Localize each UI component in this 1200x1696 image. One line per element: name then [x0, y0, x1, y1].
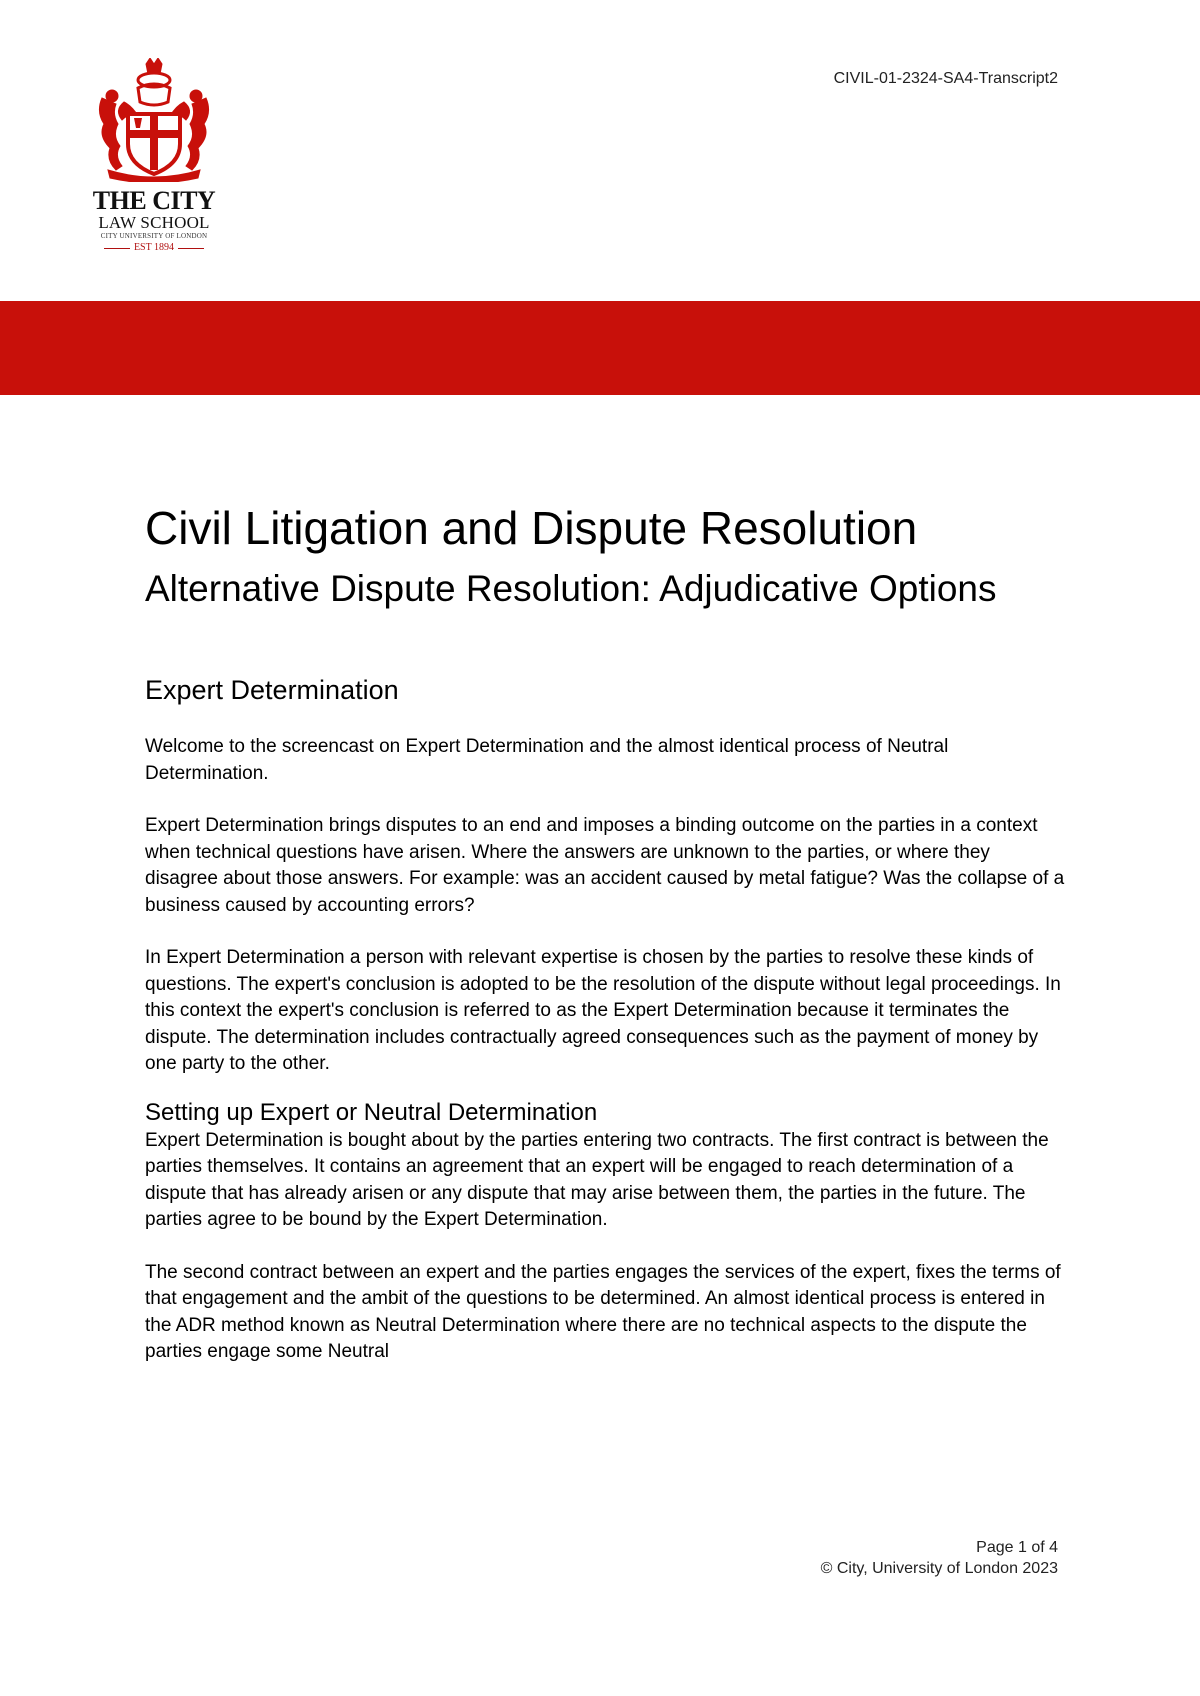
logo-line-university: CITY UNIVERSITY OF LONDON: [100, 232, 208, 240]
paragraph-5: The second contract between an expert and the parties engages the services of the expert, fixes the terms of that engagement and the ambit of the questions to be determined. An almost identical process is entered in the ADR method known as Neutral Determination where there are no technical aspects to the dispute the parties engage some Neutral: [145, 1261, 1061, 1362]
document-title: Civil Litigation and Dispute Resolution: [145, 502, 918, 554]
paragraph-3: In Expert Determination a person with relevant expertise is chosen by the parties to resolve these kinds of questions. The expert's conclusion is adopted to be the resolution of the dispute without legal proceedings. In this context the expert's conclusion is referred to as the Expert Determination because it terminates the dispute. The determination includes contractually agreed consequences such as the payment of money by one party to the other.: [145, 947, 1061, 1074]
paragraph-4: Expert Determination is bought about by the parties entering two contracts. The first contract is between the parties themselves. It contains an agreement that an expert will be engaged to reach determination of a dispute that has already arisen or any dispute that may arise between them, the parties in the future. The parties agree to be bound by the Expert Determination.: [145, 1129, 1049, 1230]
section-heading-setting-up: Setting up Expert or Neutral Determination: [145, 1098, 598, 1126]
logo-est-text: EST 1894: [133, 242, 175, 253]
city-law-school-logo: [86, 58, 222, 258]
paragraph-1: Welcome to the screencast on Expert Determination and the almost identical process of Neutral Determination.: [145, 736, 949, 784]
crest-icon: [94, 58, 214, 182]
document-subtitle: Alternative Dispute Resolution: Adjudicative Options: [145, 568, 997, 609]
divider: [178, 248, 204, 249]
document-code: CIVIL-01-2324-SA4-Transcript2: [833, 70, 1058, 87]
page-footer: [821, 1537, 1058, 1579]
copyright: © City, University of London 2023: [820, 1560, 1058, 1577]
paragraph-2: Expert Determination brings disputes to an end and imposes a binding outcome on the parties in a context when technical questions have arisen. Where the answers are unknown to the parties, or where they disagree about those answers. For example: was an accident caused by metal fatigue? Was the collapse of a business caused by accounting errors?: [145, 815, 1065, 916]
red-banner: [0, 301, 1200, 395]
section-heading-expert-determination: Expert Determination: [145, 675, 399, 705]
page-number: Page 1 of 4: [976, 1539, 1058, 1556]
divider: [104, 248, 130, 249]
document-body: [145, 500, 1065, 1366]
logo-line-law-school: LAW SCHOOL: [98, 213, 210, 232]
logo-line-established: [86, 241, 222, 255]
logo-line-city: THE CITY: [92, 186, 216, 215]
